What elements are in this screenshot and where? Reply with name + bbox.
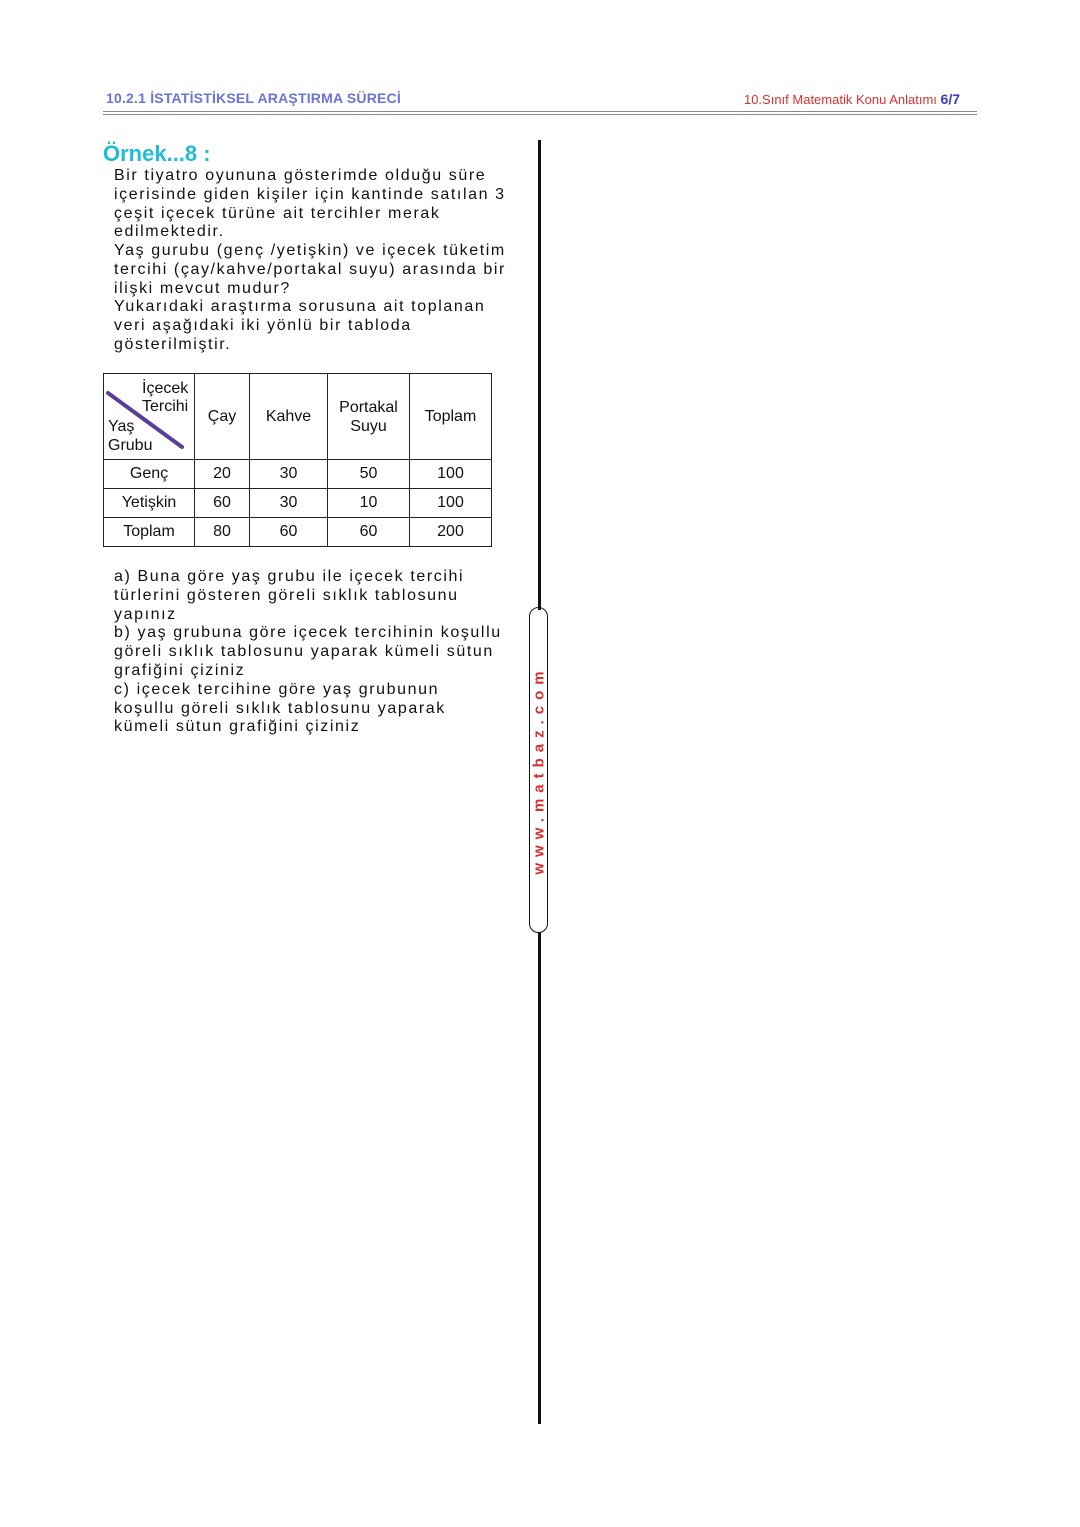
header-rule [103, 114, 977, 115]
table-cell: 50 [328, 460, 410, 489]
table-row [104, 460, 492, 489]
row-label: Toplam [104, 518, 195, 547]
column-divider [538, 140, 541, 610]
column-divider [538, 932, 541, 1424]
header-rule [103, 111, 977, 112]
section-title: 10.2.1 İSTATİSTİKSEL ARAŞTIRMA SÜRECİ [106, 90, 401, 106]
table-cell: 200 [410, 518, 492, 547]
table-cell: 30 [250, 460, 328, 489]
table-header-row [104, 374, 492, 460]
website-label: www.matbaz.com [530, 665, 548, 875]
row-label: Yetişkin [104, 489, 195, 518]
course-title: 10.Sınıf Matematik Konu Anlatımı [743, 92, 937, 107]
table-cell: 60 [195, 489, 250, 518]
table-cell: 60 [328, 518, 410, 547]
questions-text: a) Buna göre yaş grubu ile içecek tercihi türlerini gösteren göreli sıklık tablosunu yapınız b) yaş grubuna göre içecek tercihinin koşullu göreli sıklık tablosunu yaparak kümeli sütun grafiğini çiziniz c) içecek tercihine göre yaş grubunun koşullu göreli sıklık tablosunu yaparak kümeli sütun grafiğini çiziniz [114, 568, 502, 736]
corner-top-label: İçecek Tercihi [142, 380, 189, 415]
page-number: 6/7 [940, 91, 960, 107]
example-paragraph-1: Bir tiyatro oyununa gösterimde olduğu süre içerisinde giden kişiler için kantinde satılan 3 çeşit içecek türüne ait tercihler merak edilmektedir. [114, 167, 506, 241]
example-paragraph-2: Yaş gurubu (genç /yetişkin) ve içecek tüketim tercihi (çay/kahve/portakal suyu) arasında bir ilişki mevcut mudur? [114, 242, 506, 297]
row-label: Genç [104, 460, 195, 489]
example-title: Örnek...8 : [103, 141, 211, 166]
table-row [104, 518, 492, 547]
example-paragraph-3: Yukarıdaki araştırma sorusuna ait toplanan veri aşağıdaki iki yönlü bir tabloda gösterilmiştir. [114, 298, 486, 353]
course-header [744, 91, 960, 107]
table-cell: 100 [410, 460, 492, 489]
column-header: Kahve [250, 374, 328, 460]
table-cell: 20 [195, 460, 250, 489]
table-cell: 100 [410, 489, 492, 518]
table-cell: 30 [250, 489, 328, 518]
table-cell: 10 [328, 489, 410, 518]
table-cell: 60 [250, 518, 328, 547]
column-header: Çay [195, 374, 250, 460]
table-row [104, 489, 492, 518]
table-cell: 80 [195, 518, 250, 547]
column-header: Toplam [410, 374, 492, 460]
table-corner-cell [104, 374, 195, 460]
two-way-table [103, 373, 492, 547]
column-header: Portakal Suyu [328, 374, 410, 460]
corner-bottom-label: Yaş Grubu [108, 418, 153, 454]
